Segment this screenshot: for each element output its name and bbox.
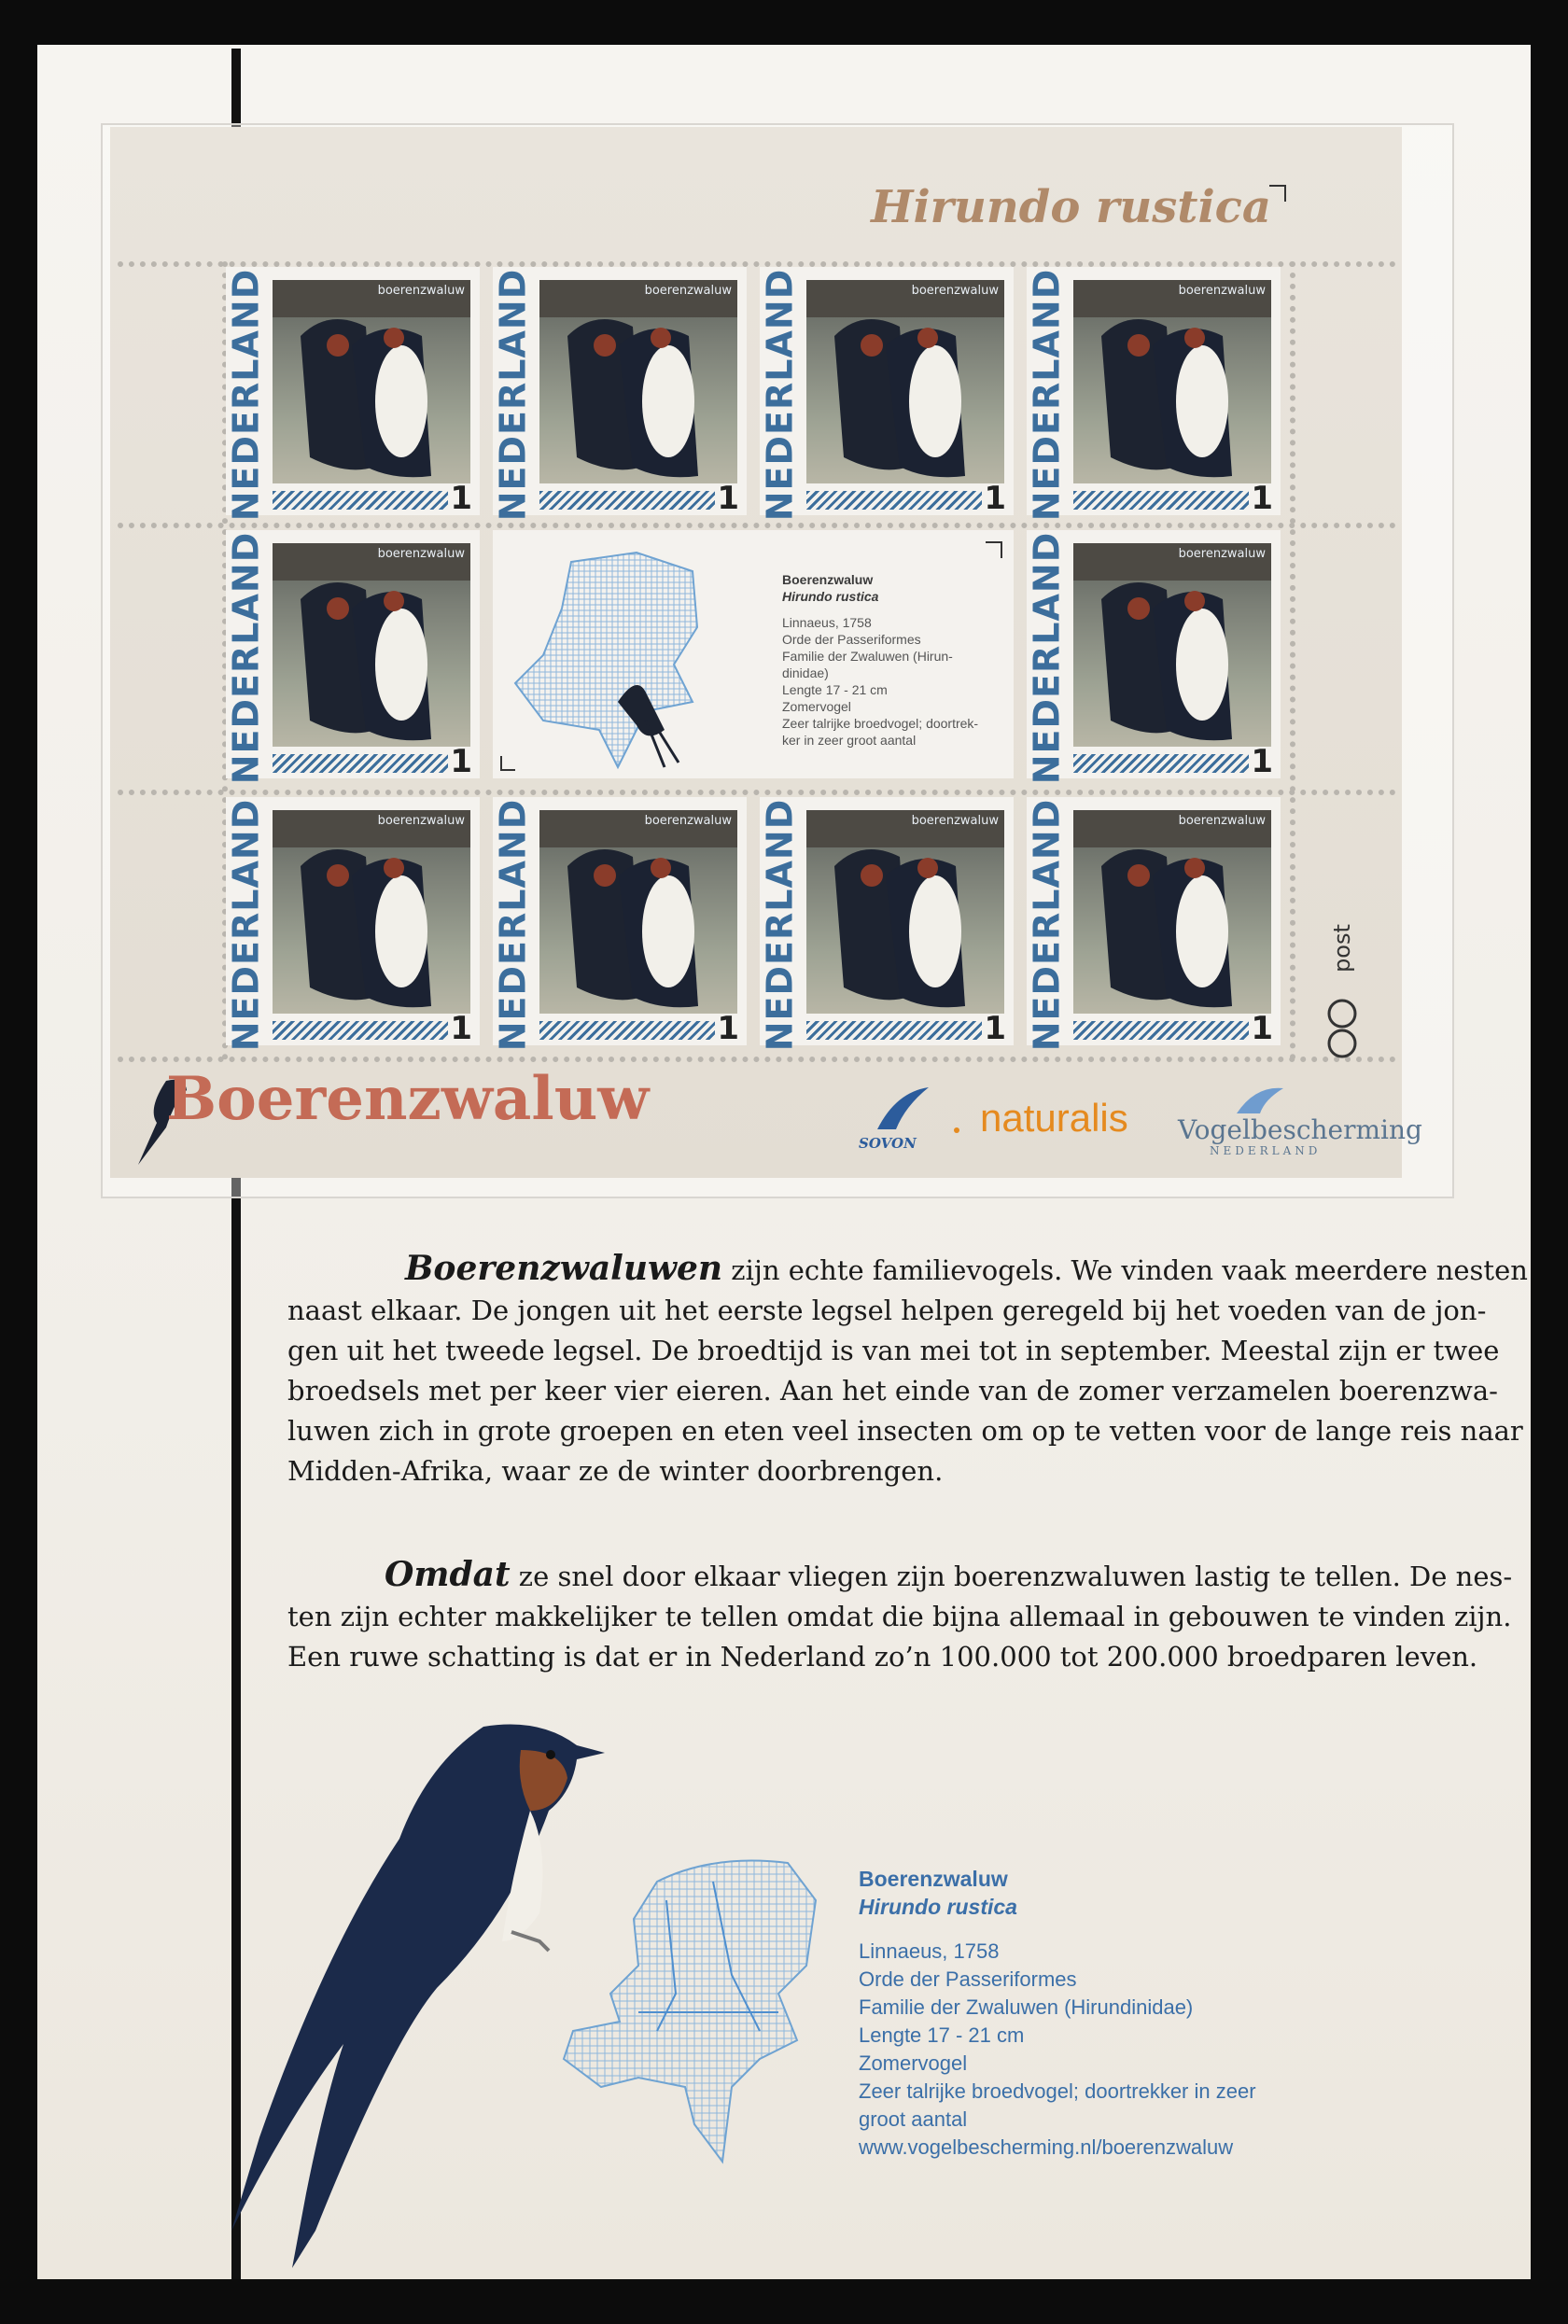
sovon-logo-icon [868, 1083, 933, 1135]
naturalis-logo-text: naturalis [980, 1096, 1128, 1140]
stamp [492, 267, 747, 522]
swallow-photo: boerenzwaluw [539, 280, 737, 483]
stamp [1026, 530, 1281, 785]
tnt-post-label: post [1329, 924, 1355, 973]
stamp-bar [1073, 491, 1249, 510]
species-title: Hirundo rustica [871, 181, 1271, 233]
info-panel [493, 530, 1014, 778]
stamp-country: NEDERLAND [1026, 268, 1067, 522]
perforation [118, 790, 1396, 795]
swallow-photo: boerenzwaluw [273, 543, 470, 747]
stamp-country: NEDERLAND [492, 798, 533, 1052]
stamp [225, 530, 480, 785]
swallow-photo: boerenzwaluw [806, 810, 1004, 1014]
stamp-country: NEDERLAND [1026, 798, 1067, 1052]
stamp-value: 1 [984, 480, 1006, 517]
stamp [1026, 267, 1281, 522]
vogelbescherming-logo-text: Vogelbescherming [1178, 1114, 1422, 1145]
brand-title: Boerenzwaluw [166, 1064, 650, 1134]
bottom-info-latin: Hirundo rustica [859, 1895, 1017, 1919]
swallow-photo: boerenzwaluw [1073, 280, 1271, 483]
netherlands-map-large [545, 1844, 825, 2180]
swallow-photo: boerenzwaluw [1073, 543, 1271, 747]
stamp-sheet [110, 127, 1402, 1178]
paragraph-1: Boerenzwaluwen zijn echte familievogels. We vinden vaak meerdere nesten naast elkaar. De jongen uit het eerste legsel helpen geregeld bij het voeden van de jon- gen uit het tweede legsel. De broedtijd is van mei tot in september. Meestal zijn er twee broedsels met per keer vier eieren. Aan het einde van de zomer verzamelen boerenzwa- luwen zich in grote groepen en eten veel insecten om op te vetten voor de lange reis naar Midden-Afrika, waar ze de winter doorbrengen. [287, 1249, 1528, 1487]
stamp-bar [273, 491, 448, 510]
stamp-value: 1 [717, 480, 739, 517]
vogelbescherming-logo-icon [1232, 1081, 1288, 1118]
swallow-photo: boerenzwaluw [806, 280, 1004, 483]
stamp-value: 1 [450, 743, 472, 780]
swallow-photo: boerenzwaluw [539, 810, 737, 1014]
info-latin: Hirundo rustica [782, 589, 879, 604]
bottom-info-url: www.vogelbescherming.nl/boerenzwaluw [859, 2135, 1234, 2159]
corner-mark [986, 541, 1002, 558]
stamp-value: 1 [1251, 1010, 1273, 1047]
swallow-photo: boerenzwaluw [1073, 810, 1271, 1014]
stamp-value: 1 [450, 480, 472, 517]
swallow-photo: boerenzwaluw [273, 810, 470, 1014]
perforation [118, 1057, 1396, 1062]
stamp [225, 267, 480, 522]
sheet-info-text: Boerenzwaluw Hirundo rustica Linnaeus, 1758 Orde der Passeriformes Familie der Zwaluwen (Hirun- dinidae) Lengte 17 - 21 cm Zomervogel Zeer talrijke broedvogel; doortrek- ker in zeer groot aantal [782, 572, 979, 748]
stamp-bar [806, 491, 982, 510]
stamp-country: NEDERLAND [225, 531, 266, 785]
paragraph-2: Omdat ze snel door elkaar vliegen zijn boerenzwaluwen lastig te tellen. De nes- ten zijn echter makkelijker te tellen omdat die bijna allemaal in gebouwen te vinden zijn. Een ruwe schatting is dat er in Nederland zo’n 100.000 tot 200.000 broedparen leven. [287, 1555, 1513, 1673]
naturalis-dot [954, 1127, 959, 1133]
stamp-bar [539, 1021, 715, 1040]
tnt-logo-icon [1325, 995, 1359, 1070]
stamp-country: NEDERLAND [1026, 531, 1067, 785]
stamp-country: NEDERLAND [759, 268, 800, 522]
swallow-photo: boerenzwaluw [273, 280, 470, 483]
bottom-info-name: Boerenzwaluw [859, 1867, 1008, 1891]
stamp-country: NEDERLAND [225, 268, 266, 522]
stamp-value: 1 [717, 1010, 739, 1047]
stamp-value: 1 [984, 1010, 1006, 1047]
info-name: Boerenzwaluw [782, 572, 874, 587]
stamp-bar [273, 754, 448, 773]
vogelbescherming-sub: NEDERLAND [1210, 1144, 1322, 1157]
stamp [1026, 797, 1281, 1052]
stamp [759, 797, 1014, 1052]
netherlands-map [506, 543, 702, 773]
stamp-value: 1 [450, 1010, 472, 1047]
perforation [1290, 261, 1295, 1060]
stamp [225, 797, 480, 1052]
stamp-bar [273, 1021, 448, 1040]
stamp-country: NEDERLAND [492, 268, 533, 522]
stamp-value: 1 [1251, 743, 1273, 780]
stamp-country: NEDERLAND [759, 798, 800, 1052]
paragraph-2-lead: Omdat [385, 1555, 511, 1594]
corner-mark [500, 756, 515, 771]
bottom-info-text: Boerenzwaluw Hirundo rustica Linnaeus, 1758 Orde der Passeriformes Familie der Zwaluwen (Hirundinidae) Lengte 17 - 21 cm Zomervogel Zeer talrijke broedvogel; doortrekker in zeer groot aantal www.vogelbescherming.nl/boerenzwaluw [859, 1865, 1256, 2162]
stamp-country: NEDERLAND [225, 798, 266, 1052]
stamp-bar [539, 491, 715, 510]
paragraph-1-lead: Boerenzwaluwen [405, 1249, 723, 1288]
stamp [759, 267, 1014, 522]
sovon-logo-text: SOVON [859, 1135, 917, 1152]
stamp-bar [1073, 1021, 1249, 1040]
stamp-value: 1 [1251, 480, 1273, 517]
perforation [118, 523, 1396, 528]
corner-mark [1269, 185, 1286, 202]
stamp [492, 797, 747, 1052]
stamp-bar [1073, 754, 1249, 773]
stamp-bar [806, 1021, 982, 1040]
